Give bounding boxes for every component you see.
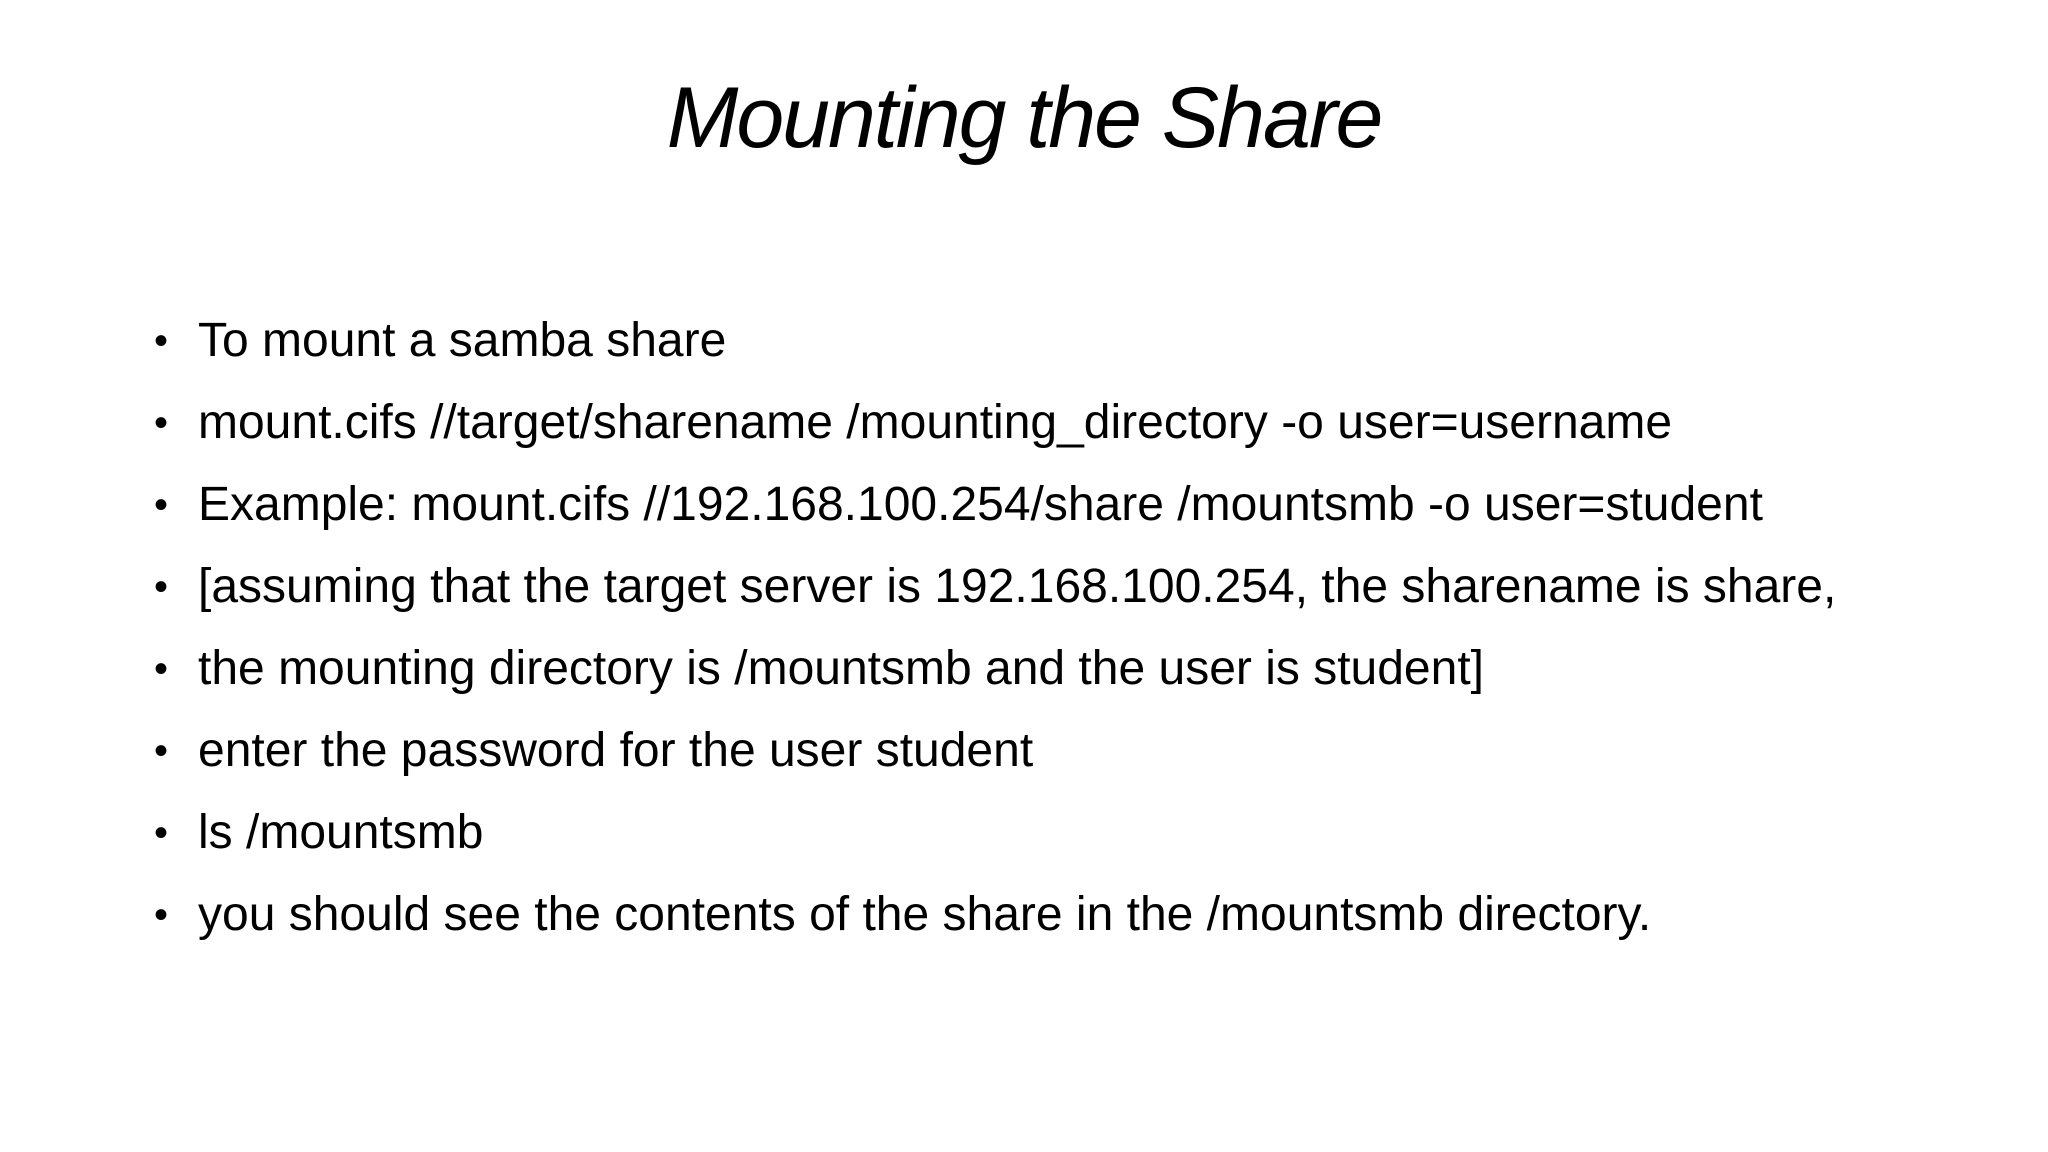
bullet-dot-icon: • — [154, 811, 169, 855]
bullet-dot-icon: • — [154, 729, 169, 773]
bullet-item — [154, 804, 1914, 862]
slide-title: Mounting the Share — [666, 70, 1382, 166]
bullet-text: ls /mountsmb — [198, 806, 484, 859]
bullet-item — [154, 886, 1914, 944]
bullet-dot-icon: • — [154, 319, 169, 363]
bullet-list — [154, 312, 1914, 968]
bullet-text: To mount a samba share — [198, 314, 727, 367]
bullet-dot-icon: • — [154, 647, 169, 691]
bullet-dot-icon: • — [154, 483, 169, 527]
bullet-text: Example: mount.cifs //192.168.100.254/share /mountsmb -o user=student — [198, 478, 1763, 531]
bullet-item — [154, 722, 1914, 780]
bullet-dot-icon: • — [154, 401, 169, 445]
bullet-text: mount.cifs //target/sharename /mounting_directory -o user=username — [198, 396, 1673, 449]
bullet-text: the mounting directory is /mountsmb and the user is student] — [198, 642, 1484, 695]
bullet-item — [154, 476, 1914, 534]
bullet-item — [154, 312, 1914, 370]
bullet-text: you should see the contents of the share in the /mountsmb directory. — [198, 888, 1652, 941]
bullet-text: enter the password for the user student — [198, 724, 1034, 777]
bullet-item — [154, 640, 1914, 698]
bullet-item — [154, 558, 1888, 616]
bullet-item — [154, 394, 1914, 452]
bullet-text: [assuming that the target server is 192.168.100.254, the sharename is share, — [198, 560, 1837, 613]
bullet-dot-icon: • — [154, 893, 169, 937]
bullet-dot-icon: • — [154, 565, 169, 609]
